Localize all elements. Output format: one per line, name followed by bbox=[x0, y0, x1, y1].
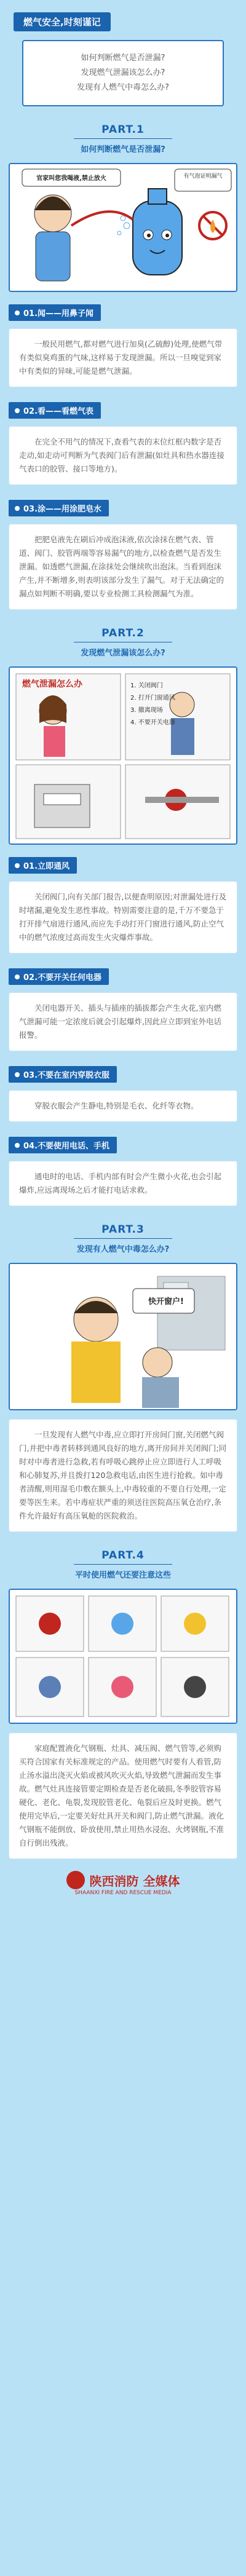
bullet-icon bbox=[15, 863, 20, 868]
part1-illustration bbox=[9, 163, 237, 292]
part3-text: 一旦发现有人燃气中毒,应立即打开房间门窗,关闭燃气阀门,并把中毒者转移到通风良好的地方,离开房间并关闭阀门;同时对中毒者进行急救,若有呼吸心跳停止应立即进行人工呼吸和心肺复苏,并且拨打120急救电话,由医生进行抢救。如中毒者清醒,则用湿毛巾敷在额头上,中毒较重的不要自行处理,一定要等医生来。若中毒症状严重的须送往医院高压氧仓治疗,条件允许最好有高压氧舱的医院救治。 bbox=[9, 1419, 237, 1532]
bubble-right-text: 有气泡证明漏气 bbox=[183, 173, 223, 180]
bullet-icon bbox=[15, 408, 20, 413]
section-text: 把肥皂液先在刷后冲成泡沫液,依次涂抹在燃气表、管道、阀门、胶管两端等容易漏气的地方,以检查燃气是否发生泄漏。如透燃气泄漏,在涂抹处会继续吹出泡沫。当看到泡沫产生,并不断增多,则表明该部分发生了漏气。对于无法确定的漏点如判断不明确,要以专业检测工具检测漏气为准。 bbox=[9, 524, 237, 610]
section-text: 关闭阀门,向有关部门报告,以便查明原因;对泄漏处进行及时堵漏,避免发生恶性事故。特别需要注意的是,千万不要急于打开排气扇进行通风,而应先手动打开门窗进行通风,防止空气中的燃气浓度过高而发生火灾爆炸事故。 bbox=[9, 881, 237, 954]
fire-icon bbox=[66, 1871, 85, 1889]
part1-subtitle: 如何判断燃气是否泄漏? bbox=[81, 145, 165, 154]
section-tag bbox=[9, 968, 109, 985]
part1-section-1 bbox=[0, 296, 246, 387]
section-tag-label: 04.不要使用电话、手机 bbox=[23, 1142, 110, 1151]
gas-leak-cartoon bbox=[10, 164, 236, 291]
intro-line-1: 如何判断燃气是否泄漏? bbox=[81, 53, 165, 63]
part3-illustration bbox=[9, 1263, 237, 1410]
part4-divider bbox=[74, 1564, 172, 1565]
part4-heading bbox=[0, 1538, 246, 1585]
poisoning-rescue-cartoon bbox=[10, 1264, 236, 1409]
intro-line-2: 发现燃气泄漏该怎么办? bbox=[81, 68, 165, 77]
page-title: 燃气安全,时刻谨记 bbox=[14, 12, 111, 31]
part1-label: PART.1 bbox=[101, 124, 145, 136]
section-tag-label: 02.看——看燃气表 bbox=[23, 407, 94, 416]
part3-bubble: 快开窗户! bbox=[148, 1297, 184, 1306]
part3-heading bbox=[0, 1212, 246, 1259]
part3-label: PART.3 bbox=[101, 1223, 145, 1236]
part2-section-4 bbox=[0, 1128, 246, 1206]
section-tag bbox=[9, 1066, 117, 1083]
daily-safety-cartoon bbox=[10, 1590, 236, 1723]
part1-divider bbox=[74, 138, 172, 139]
step-1: 1. 关闭阀门 bbox=[130, 682, 163, 689]
bullet-icon bbox=[15, 310, 20, 315]
section-text: 在完全不用气的情况下,查看气表的末位红框内数字是否走动,如走动可判断为气表阀门后有泄漏(如灶具和热水器连接气表口的胶管、接口等地方)。 bbox=[9, 426, 237, 485]
brand-name: 陕西消防 全媒体 bbox=[89, 1873, 180, 1889]
leak-response-cartoon bbox=[10, 668, 236, 844]
section-text: 通电时的电话、手机内部有时会产生微小火花,也会引起爆炸,应远离现场之后才能打电话求救。 bbox=[9, 1161, 237, 1206]
part2-heading bbox=[0, 616, 246, 663]
part1-section-2 bbox=[0, 393, 246, 485]
part2-section-2 bbox=[0, 960, 246, 1051]
step-2: 2. 打开门窗通风 bbox=[130, 695, 175, 701]
part4-illustration bbox=[9, 1589, 237, 1724]
bullet-icon bbox=[15, 506, 20, 511]
section-tag-label: 01.闻——用鼻子闻 bbox=[23, 309, 94, 318]
section-text: 一般民用燃气,都对燃气进行加臭(乙硫醇)处理,使燃气带有类似臭鸡蛋的气味,这样易于发现泄漏。所以一旦嗅觉到家中有类似的异味,可能是燃气泄漏。 bbox=[9, 328, 237, 387]
section-tag-label: 03.不要在室内穿脱衣服 bbox=[23, 1071, 110, 1080]
part2-section-1 bbox=[0, 848, 246, 954]
part3-divider bbox=[74, 1238, 172, 1239]
brand-english: SHAANXI FIRE AND RESCUE MEDIA bbox=[74, 1890, 172, 1896]
step-4: 4. 不要开关电器 bbox=[130, 719, 175, 726]
section-tag bbox=[9, 857, 77, 874]
section-tag-label: 01.立即通风 bbox=[23, 862, 70, 871]
section-tag bbox=[9, 1137, 117, 1153]
bullet-icon bbox=[15, 974, 20, 979]
intro-card bbox=[22, 40, 224, 106]
section-tag-label: 03.涂——用涂肥皂水 bbox=[23, 505, 102, 514]
part2-illustration bbox=[9, 666, 237, 845]
step-3: 3. 撤离现场 bbox=[130, 707, 163, 714]
section-tag bbox=[9, 500, 109, 516]
part2-caption: 燃气泄漏怎么办 bbox=[22, 679, 82, 689]
section-tag bbox=[9, 402, 101, 419]
bullet-icon bbox=[15, 1072, 20, 1077]
part3-subtitle: 发现有人燃气中毒怎么办? bbox=[76, 1245, 170, 1254]
intro-line-3: 发现有人燃气中毒怎么办? bbox=[77, 83, 169, 92]
part4-label: PART.4 bbox=[101, 1549, 145, 1562]
section-text: 穿脱衣服会产生静电,特别是毛衣、化纤等衣物。 bbox=[9, 1090, 237, 1122]
part2-subtitle: 发现燃气泄漏该怎么办? bbox=[81, 649, 165, 658]
part4-text: 家庭配置液化气钢瓶、灶具、减压阀、燃气管等,必须购买符合国家有关标准规定的产品。使用燃气时要有人看管,防止汤水溢出浇灭火焰或被风吹灭火焰,导致燃气泄漏而发生事故。燃气灶具连接管要定期检查是否老化破损,冬季胶管容易硬化、老化、龟裂,发现胶管老化、龟裂后应及时更换。燃气使用完毕后,一定要关好灶具开关和阀门,防止燃气泄漏。液化气钢瓶不能倒放、卧放使用,禁止用热水浸泡、火烤钢瓶,不准自行倒出残液。 bbox=[9, 1732, 237, 1859]
part2-label: PART.2 bbox=[101, 627, 145, 639]
part4-subtitle: 平时使用燃气还要注意这些 bbox=[74, 1571, 171, 1580]
section-text: 关闭电器开关、插头与插座的插拔都会产生火花,室内燃气泄漏可能一定浓度后就会引起爆炸,因此应立即到室外电话报警。 bbox=[9, 992, 237, 1051]
section-tag-label: 02.不要开关任何电器 bbox=[23, 973, 102, 982]
part2-section-3 bbox=[0, 1057, 246, 1122]
part1-heading bbox=[0, 113, 246, 159]
part1-section-3 bbox=[0, 491, 246, 610]
bubble-left-text: 官家叫您我喝液,禁止放火 bbox=[36, 175, 106, 182]
brand-logo bbox=[55, 1868, 191, 1892]
bullet-icon bbox=[15, 1143, 20, 1148]
section-tag bbox=[9, 304, 101, 321]
header bbox=[0, 0, 246, 113]
